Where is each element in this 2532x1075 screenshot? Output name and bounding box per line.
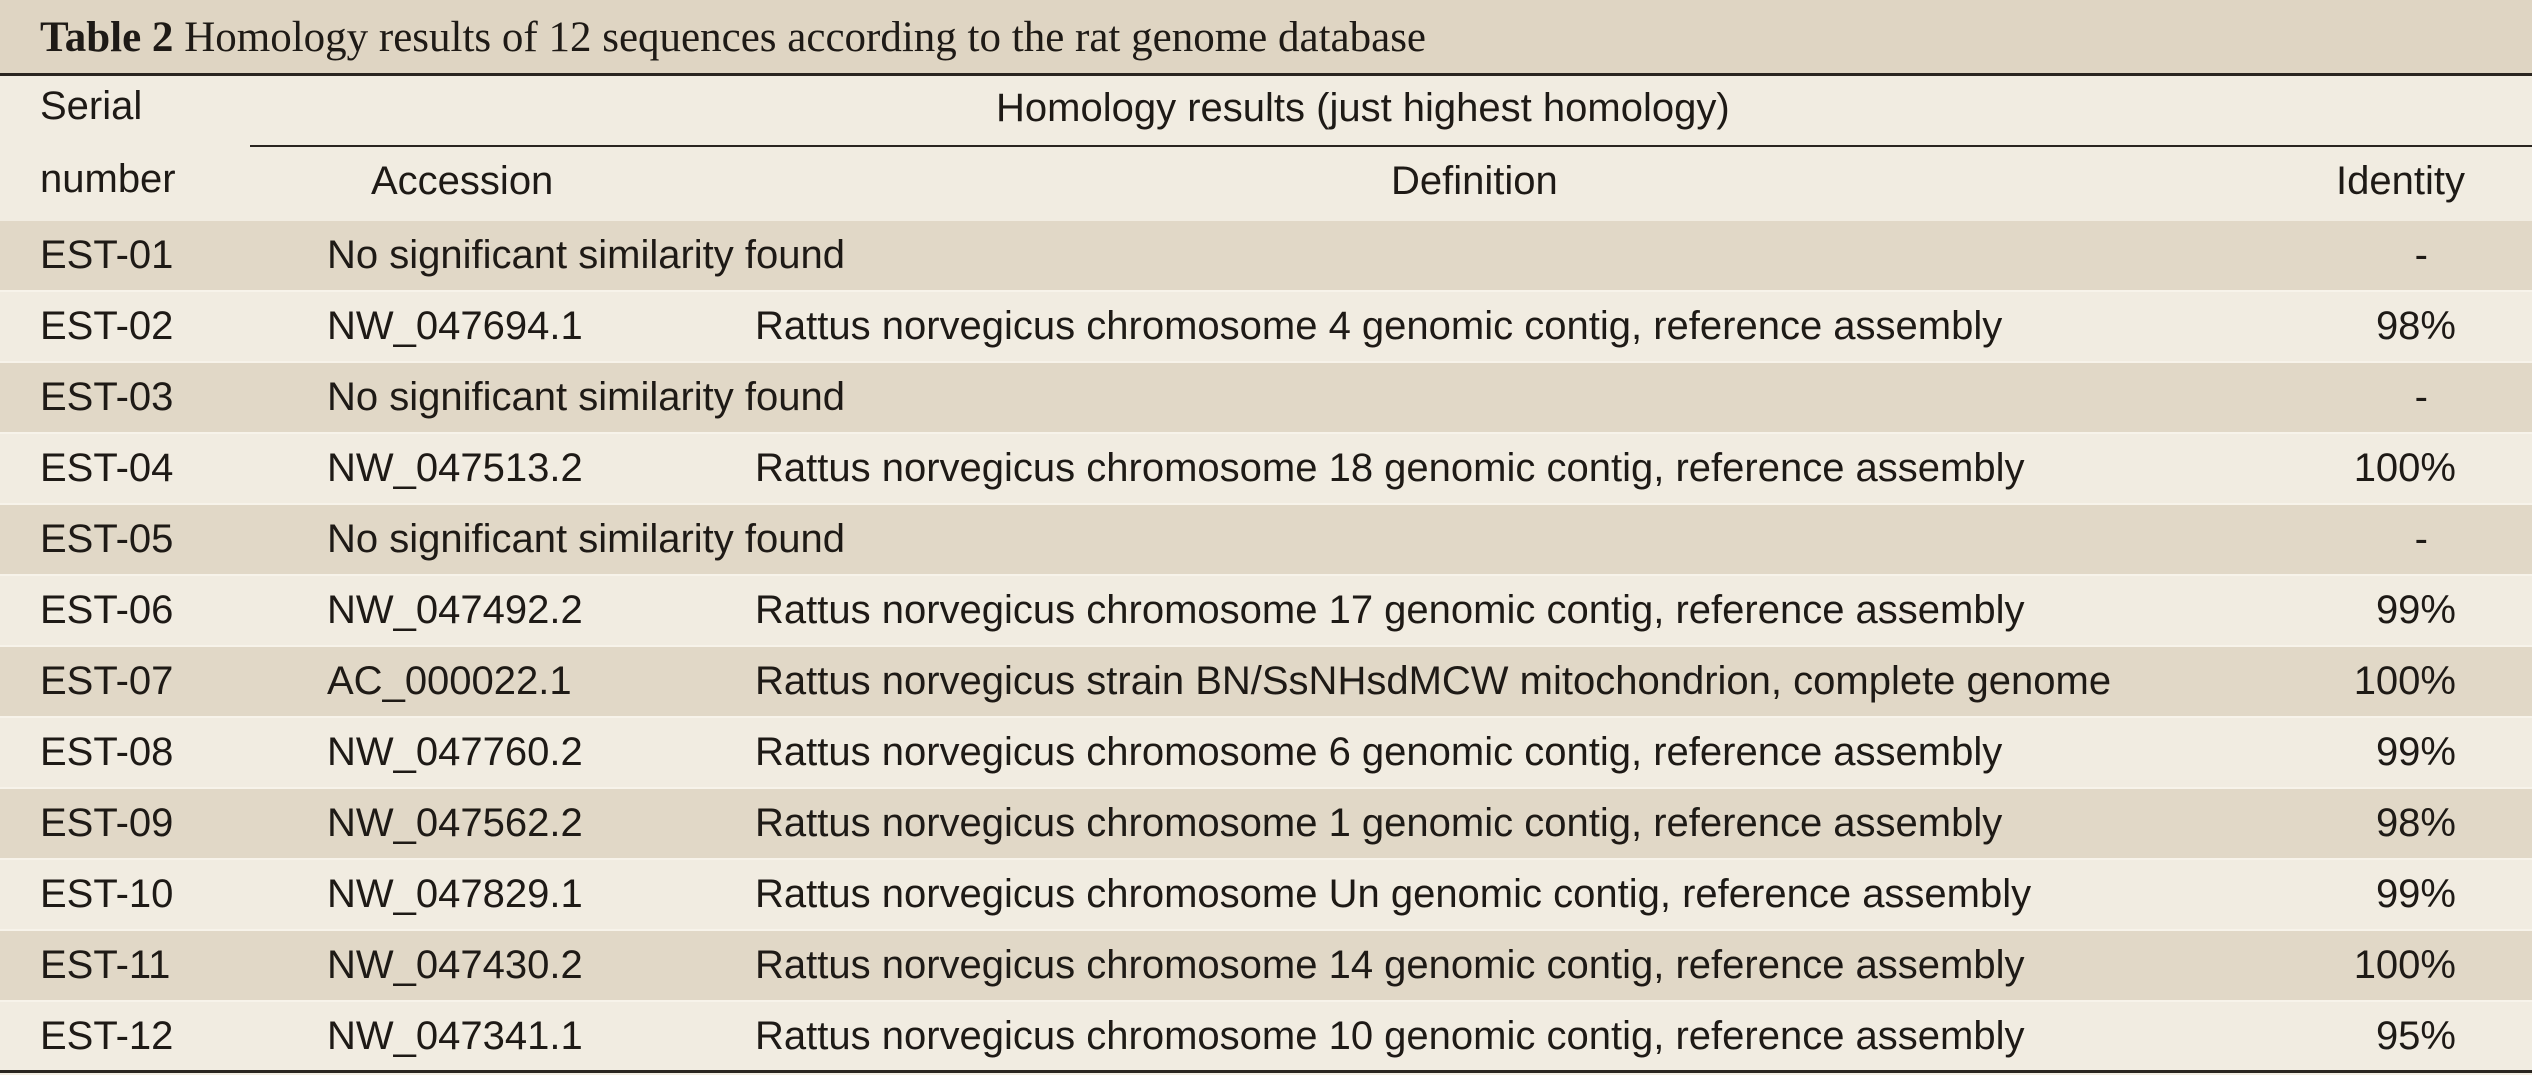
cell-definition: Rattus norvegicus chromosome 10 genomic contig, reference assembly [755, 1014, 2025, 1058]
cell-note: No significant similarity found [327, 375, 845, 419]
table-body [0, 221, 2532, 1073]
cell-accession: NW_047760.2 [327, 730, 583, 774]
table-row [0, 363, 2532, 434]
cell-identity: 95% [2375, 1014, 2456, 1058]
cell-serial: EST-06 [40, 588, 174, 632]
cell-serial: EST-04 [40, 446, 174, 490]
cell-identity: 99% [2375, 872, 2456, 916]
cell-definition: Rattus norvegicus chromosome 6 genomic contig, reference assembly [755, 730, 2003, 774]
header-serial-line1: Serial [40, 84, 143, 128]
cell-accession: NW_047829.1 [327, 872, 583, 916]
cell-serial: EST-03 [40, 375, 174, 419]
table-row [0, 789, 2532, 860]
cell-definition: Rattus norvegicus chromosome 17 genomic contig, reference assembly [755, 588, 2025, 632]
table-row [0, 292, 2532, 363]
table-row [0, 434, 2532, 505]
cell-definition: Rattus norvegicus chromosome 4 genomic contig, reference assembly [755, 304, 2003, 348]
header-accession: Accession [371, 159, 554, 203]
table-row [0, 505, 2532, 576]
cell-serial: EST-02 [40, 304, 174, 348]
cell-identity: 98% [2375, 304, 2456, 348]
header-homology-group: Homology results (just highest homology) [996, 86, 1730, 130]
cell-definition: Rattus norvegicus chromosome Un genomic contig, reference assembly [755, 872, 2032, 916]
cell-serial: EST-01 [40, 233, 174, 277]
cell-serial: EST-07 [40, 659, 174, 703]
table-row [0, 1002, 2532, 1073]
table-caption-label: Table 2 [40, 14, 174, 61]
table-caption-text: Homology results of 12 sequences according to the rat genome database [173, 14, 1427, 61]
cell-definition: Rattus norvegicus chromosome 18 genomic contig, reference assembly [755, 446, 2025, 490]
header-group-rule [250, 145, 2532, 147]
cell-accession: NW_047562.2 [327, 801, 583, 845]
cell-identity: - [2414, 233, 2428, 277]
table-row [0, 647, 2532, 718]
table-row [0, 221, 2532, 292]
cell-serial: EST-05 [40, 517, 174, 561]
cell-note: No significant similarity found [327, 233, 845, 277]
cell-identity: 100% [2353, 659, 2456, 703]
table-bottom-rule [0, 1070, 2532, 1073]
header-definition: Definition [1391, 159, 1558, 203]
cell-accession: NW_047430.2 [327, 943, 583, 987]
cell-serial: EST-12 [40, 1014, 174, 1058]
cell-accession: NW_047492.2 [327, 588, 583, 632]
table-caption [0, 0, 2532, 76]
cell-definition: Rattus norvegicus strain BN/SsNHsdMCW mitochondrion, complete genome [755, 659, 2112, 703]
cell-definition: Rattus norvegicus chromosome 14 genomic contig, reference assembly [755, 943, 2025, 987]
table-row [0, 718, 2532, 789]
cell-serial: EST-11 [40, 943, 171, 987]
cell-identity: 100% [2353, 446, 2456, 490]
cell-serial: EST-10 [40, 872, 174, 916]
table-row [0, 576, 2532, 647]
cell-identity: 98% [2375, 801, 2456, 845]
cell-accession: AC_000022.1 [327, 659, 572, 703]
cell-identity: 99% [2375, 730, 2456, 774]
table-row [0, 931, 2532, 1002]
table-header [0, 76, 2532, 221]
cell-identity: 99% [2375, 588, 2456, 632]
cell-accession: NW_047694.1 [327, 304, 583, 348]
cell-note: No significant similarity found [327, 517, 845, 561]
cell-identity: 100% [2353, 943, 2456, 987]
header-identity: Identity [2336, 159, 2465, 203]
cell-identity: - [2414, 517, 2428, 561]
table-row [0, 860, 2532, 931]
cell-accession: NW_047341.1 [327, 1014, 583, 1058]
cell-definition: Rattus norvegicus chromosome 1 genomic contig, reference assembly [755, 801, 2003, 845]
cell-serial: EST-09 [40, 801, 174, 845]
cell-serial: EST-08 [40, 730, 174, 774]
header-serial-line2: number [40, 157, 176, 201]
cell-identity: - [2414, 375, 2428, 419]
cell-accession: NW_047513.2 [327, 446, 583, 490]
